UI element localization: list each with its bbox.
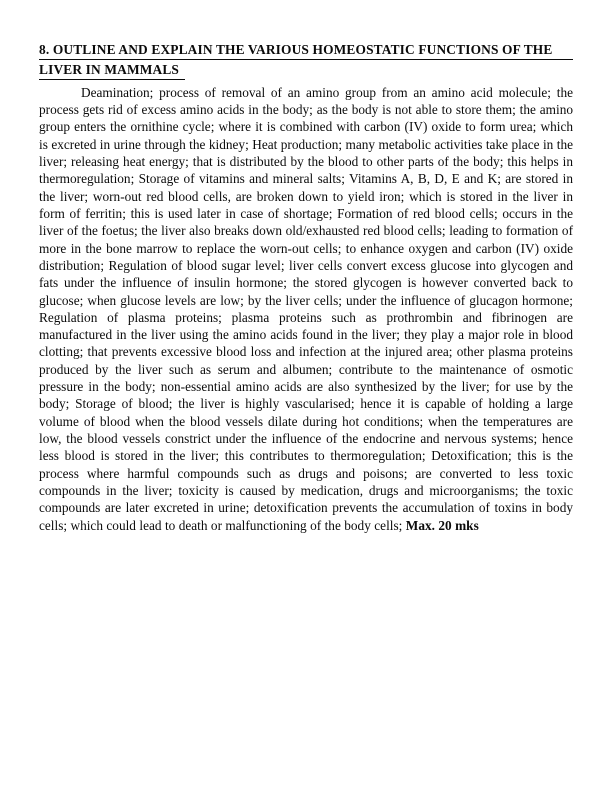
page-title-line-2-wrap — [39, 61, 573, 80]
page-title-line-1: 8. OUTLINE AND EXPLAIN THE VARIOUS HOMEOSTATIC FUNCTIONS OF THE — [39, 42, 573, 60]
answer-body-text: Deamination; process of removal of an amino group from an amino acid molecule; the process gets rid of excess amino acids in the body; as the body is not able to store them; the amino group enters the ornithine cycle; where it is combined with carbon (IV) oxide to form urea; which is excreted in urine through the kidney; Heat production; many metabolic activities take place in the liver; releasing heat energy; that is distributed by the blood to other parts of the body; this helps in thermoregulation; Storage of vitamins and mineral salts; Vitamins A, B, D, E and K; are stored in the liver; worn-out red blood cells, are broken down to yield iron; which is stored in the liver in form of ferritin; this is used later in case of shortage; Formation of red blood cells; occurs in the liver of the foetus; the liver also breaks down old/exhausted red blood cells; leading to formation of more in the bone marrow to replace the worn-out cells; to enhance oxygen and carbon (IV) oxide distribution; Regulation of blood sugar level; liver cells convert excess glucose into glycogen and fats under the influence of insulin hormone; the stored glycogen is however converted back to glucose; when glucose levels are low; by the liver cells; under the influence of glucagon hormone; Regulation of plasma proteins; plasma proteins such as prothrombin and fibrinogen are manufactured in the liver using the amino acids found in the liver; they play a major role in blood clotting; that prevents excessive blood loss and infection at the injured area; other plasma proteins produced by the liver such as serum and albumen; contribute to the maintenance of osmotic pressure in the body; non-essential amino acids are also synthesized by the liver; for use by the body; Storage of blood; the liver is highly vascularised; hence it is capable of holding a large volume of blood when the blood vessels dilate during hot conditions; when the temperatures are low, the blood vessels constrict under the influence of the endocrine and nervous systems; hence less blood is stored in the liver; this contributes to thermoregulation; Detoxification; this is the process where harmful compounds such as drugs and poisons; are converted to less toxic compounds in the liver; toxicity is caused by medication, drugs and microorganisms; the toxic compounds are later excreted in urine; detoxification prevents the accumulation of toxins in body cells; which could lead to death or malfunctioning of the body cells; — [39, 84, 573, 533]
page-title-line-2: LIVER IN MAMMALS — [39, 61, 185, 80]
document-content — [39, 42, 573, 534]
page-title — [39, 42, 573, 80]
answer-paragraph — [39, 84, 573, 534]
marks-allocation: Max. 20 mks — [405, 517, 479, 533]
